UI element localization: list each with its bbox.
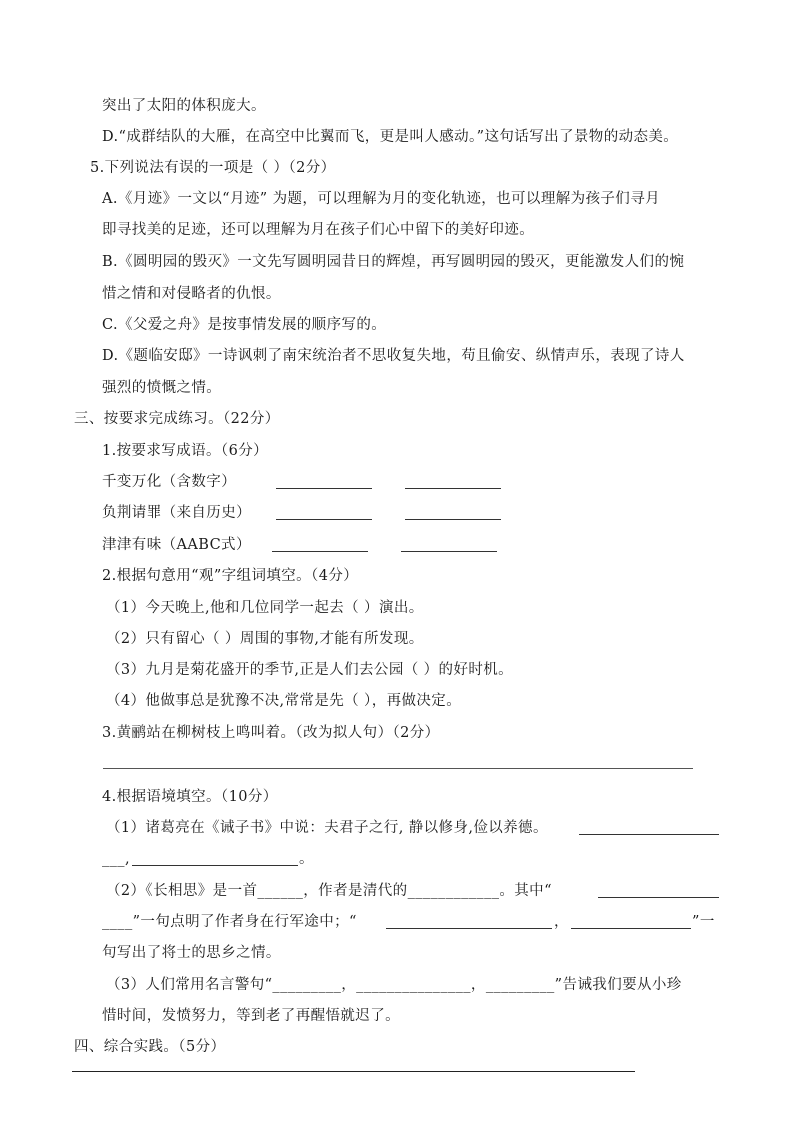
s3-q1-item-3: 津津有味（AABC式） bbox=[102, 537, 251, 553]
q5-option-d-line2: 强烈的愤慨之情。 bbox=[102, 380, 222, 396]
q4-item2-blank-quote-1[interactable] bbox=[386, 928, 552, 929]
s3-q2-item-3: （3）九月是菊花盛开的季节,正是人们去公园（ ）的好时机。 bbox=[106, 662, 514, 678]
s3-q4-item2-line2-c: ”一 bbox=[692, 914, 715, 930]
s3-q4-item1-line2-a: ___, bbox=[102, 851, 130, 867]
q3-answer-line[interactable] bbox=[103, 768, 693, 769]
q5-option-c: C.《父爱之舟》是按事情发展的顺序写的。 bbox=[102, 317, 387, 333]
s3-q1-stem: 1.按要求写成语。（6分） bbox=[102, 443, 269, 459]
q5-stem: 5.下列说法有误的一项是（ ）（2分） bbox=[90, 160, 336, 176]
q4-item1-blank-1[interactable] bbox=[579, 834, 719, 835]
q5-option-a-line1: A.《月迹》一文以“月迹” 为题，可以理解为月的变化轨迹，也可以理解为孩子们寻月 bbox=[102, 191, 661, 207]
q5-option-b-line2: 惜之情和对侵略者的仇恨。 bbox=[102, 286, 281, 302]
s3-q4-stem: 4.根据语境填空。（10分） bbox=[102, 789, 278, 805]
q4-item2-blank-quote-start[interactable] bbox=[598, 897, 719, 898]
q4-option-d-continued: 突出了太阳的体积庞大。 bbox=[102, 98, 266, 114]
q5-option-a-line2: 即寻找美的足迹，还可以理解为月在孩子们心中留下的美好印迹。 bbox=[102, 222, 535, 238]
section3-title: 三、按要求完成练习。（22分） bbox=[74, 411, 280, 427]
s3-q2-item-2: （2）只有留心（ ）周围的事物,才能有所发现。 bbox=[106, 631, 424, 647]
idiom-2-answer-1[interactable] bbox=[276, 519, 372, 520]
s3-q4-item1-line1: （1）诸葛亮在《诫子书》中说：夫君子之行, 静以修身,俭以养德。 bbox=[106, 820, 548, 836]
q5-option-b-line1: B.《圆明园的毁灭》一文先写圆明园昔日的辉煌，再写圆明园的毁灭，更能激发人们的惋 bbox=[102, 254, 685, 270]
s3-q4-item2-line2-b: ， bbox=[554, 914, 569, 930]
s3-q1-item-2: 负荆请罪（来自历史） bbox=[102, 505, 251, 521]
q4-item2-blank-quote-2[interactable] bbox=[571, 928, 691, 929]
s3-q2-stem: 2.根据句意用“观”字组词填空。（4分） bbox=[102, 568, 359, 584]
idiom-1-answer-2[interactable] bbox=[405, 488, 501, 489]
s3-q4-item2-line2-a: ____”一句点明了作者身在行军途中；“ bbox=[102, 914, 357, 930]
s3-q2-item-1: （1）今天晚上,他和几位同学一起去（ ）演出。 bbox=[106, 600, 424, 616]
section4-answer-line[interactable] bbox=[72, 1071, 635, 1072]
q5-option-d-line1: D.《题临安邸》一诗讽刺了南宋统治者不思收复失地，苟且偷安、纵情声乐，表现了诗人 bbox=[102, 348, 685, 364]
s3-q4-item1-line2-b: 。 bbox=[299, 851, 314, 867]
s3-q1-item-1: 千变万化（含数字） bbox=[102, 474, 237, 490]
s3-q4-item2-line3: 句写出了将士的思乡之情。 bbox=[102, 945, 281, 961]
idiom-1-answer-1[interactable] bbox=[276, 488, 372, 489]
s3-q2-item-4: （4）他做事总是犹豫不决,常常是先（ ），再做决定。 bbox=[106, 693, 462, 709]
section4-title: 四、综合实践。（5分） bbox=[74, 1039, 226, 1055]
idiom-3-answer-1[interactable] bbox=[272, 551, 368, 552]
idiom-3-answer-2[interactable] bbox=[401, 551, 497, 552]
idiom-2-answer-2[interactable] bbox=[405, 519, 501, 520]
q4-item1-blank-2[interactable] bbox=[132, 865, 298, 866]
s3-q3-stem: 3.黄鹂站在柳树枝上鸣叫着。（改为拟人句）（2分） bbox=[102, 725, 440, 741]
s3-q4-item3-line1: （3）人们常用名言警句“_________，_______________，_________”告诫我们要从小珍 bbox=[106, 977, 682, 993]
s3-q4-item3-line2: 惜时间，发愤努力，等到老了再醒悟就迟了。 bbox=[102, 1008, 400, 1024]
q4-option-d: D.“成群结队的大雁，在高空中比翼而飞，更是叫人感动。”这句话写出了景物的动态美。 bbox=[102, 129, 679, 145]
s3-q4-item2-line1: （2）《长相思》是一首______，作者是清代的____________。其中“ bbox=[106, 883, 552, 899]
